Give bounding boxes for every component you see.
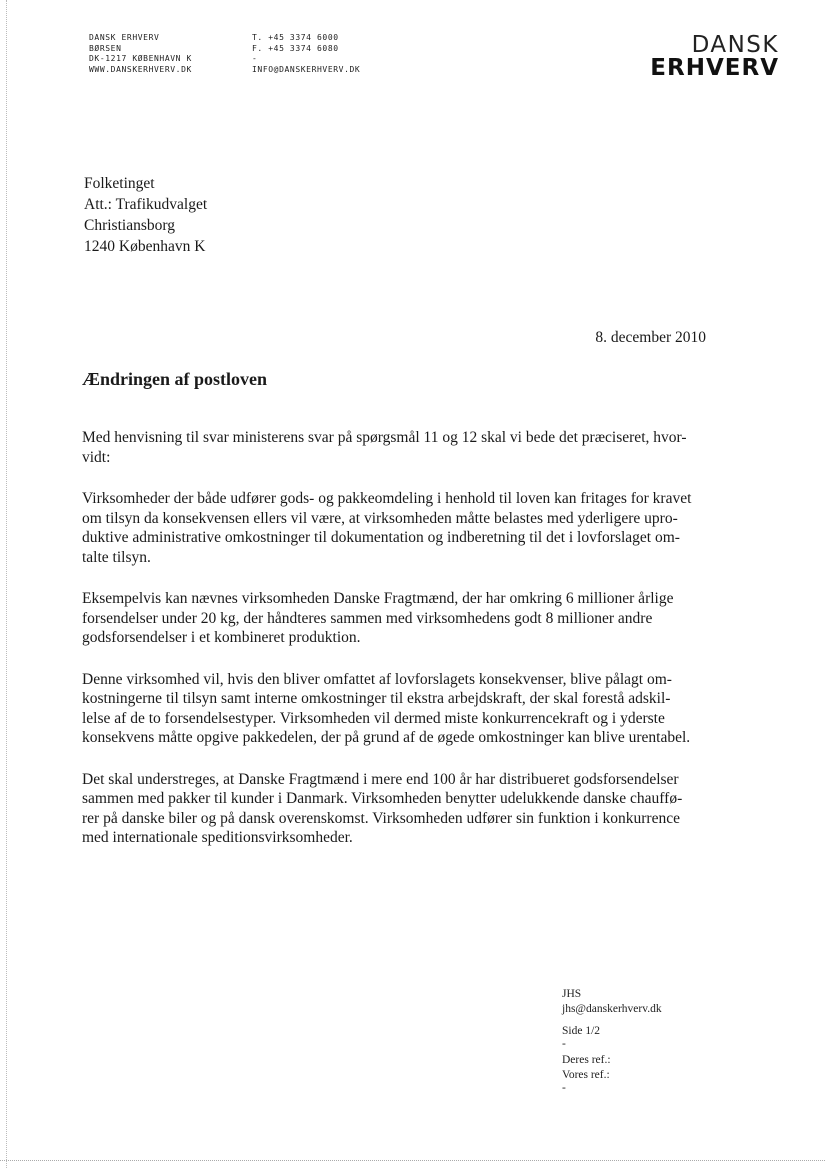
contact-fax: F. +45 3374 6080 [252, 43, 339, 53]
paragraph: Virksomheder der både udfører gods- og pakkeomdeling i henhold til loven kan fritages for kravet om tilsyn da konsekvensen ellers vil være, at virksomheden måtte belastes med yderligere upro- duktive administrative omkostninger til dokumentation og indberetning til det i lovforslaget om- talte tilsyn. [82, 490, 692, 566]
paragraph: Eksempelvis kan nævnes virksomheden Danske Fragtmænd, der har omkring 6 millioner årlige forsendelser under 20 kg, der håndteres sammen med virksomhedens godt 8 millioner andre godsforsendelser i et kombineret produktion. [82, 590, 674, 646]
scan-edge-bottom [0, 1160, 825, 1162]
letter-title: Ændringen af postloven [82, 369, 268, 389]
sender-line: DK-1217 KØBENHAVN K [89, 54, 192, 63]
paragraph: Det skal understreges, at Danske Fragtmænd i mere end 100 år har distribueret godsforsendelser sammen med pakker til kunder i Danmark. Virksomheden benytter udelukkende danske chauffø- rer på danske biler og på dansk overenskomst. Virksomheden udfører sin funktion i konkurrence med internationale speditionsvirksomheder. [82, 770, 683, 846]
signature-dash: - [562, 1082, 566, 1094]
paragraph: Med henvisning til svar ministerens svar på spørgsmål 11 og 12 skal vi bede det præciseret, hvor- vidt: [82, 429, 687, 466]
logo-text-bottom: ERHVERV [650, 55, 779, 81]
scan-edge-left [6, 0, 8, 1168]
letter-body [82, 428, 707, 870]
sender-line: WWW.DANSKERHVERV.DK [89, 64, 192, 74]
signature-block [562, 987, 662, 1097]
contact-dash: - [252, 54, 258, 63]
sender-line: BØRSEN [89, 43, 122, 53]
logo-text-top: DANSK [691, 32, 779, 58]
contact-email: INFO@DANSKERHVERV.DK [252, 64, 361, 74]
letter-date: 8. december 2010 [595, 329, 706, 346]
signature-initials: JHS [562, 988, 582, 1000]
signature-dash: - [562, 1038, 566, 1050]
paragraph: Denne virksomhed vil, hvis den bliver omfattet af lovforslagets konsekvenser, blive pålagt om- kostningerne til tilsyn samt interne omkostninger til ekstra arbejdskraft, der skal forestå adskil- lelse af de to forsendelsestyper. Virksomheden vil dermed miste konkurrencekraft og i yderste konsekvens måtte opgive pakkedelen, der på grund af de øgede omkostninger kan blive urentabel. [82, 670, 691, 746]
dansk-erhverv-logo [650, 34, 779, 80]
vores-ref: Vores ref.: [562, 1069, 610, 1081]
sender-line: DANSK ERHVERV [89, 33, 160, 42]
signature-email: jhs@danskerhverv.dk [562, 1003, 662, 1015]
sender-contact [252, 33, 360, 75]
recipient-line: 1240 København K [84, 238, 206, 255]
sender-address [89, 33, 192, 75]
page-number: Side 1/2 [562, 1025, 601, 1037]
recipient-line: Christiansborg [84, 217, 175, 234]
recipient-line: Folketinget [84, 175, 155, 192]
recipient-address [84, 173, 207, 257]
deres-ref: Deres ref.: [562, 1054, 611, 1066]
contact-phone: T. +45 3374 6000 [252, 33, 339, 42]
recipient-line: Att.: Trafikudvalget [84, 196, 208, 213]
